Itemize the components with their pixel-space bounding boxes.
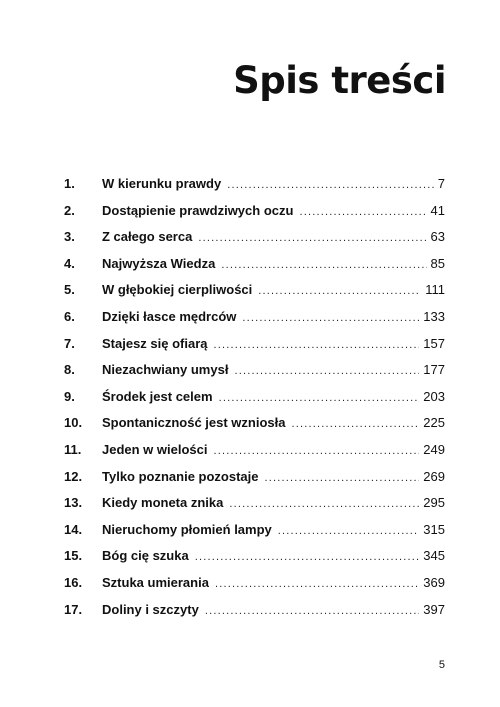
entry-page: 41 bbox=[430, 202, 445, 218]
toc-entry[interactable] bbox=[64, 388, 445, 415]
dot-leader bbox=[227, 176, 434, 194]
entry-number: 7. bbox=[64, 335, 75, 351]
entry-number: 9. bbox=[64, 388, 75, 404]
entry-page: 295 bbox=[423, 495, 445, 511]
entry-title: W kierunku prawdy bbox=[102, 176, 222, 191]
toc-entry[interactable] bbox=[64, 361, 445, 388]
dot-leader bbox=[198, 229, 426, 247]
entry-title: Niezachwiany umysł bbox=[102, 362, 229, 378]
dot-leader bbox=[219, 389, 420, 407]
entry-title: Doliny i szczyty bbox=[102, 601, 199, 617]
entry-title: Jeden w wielości bbox=[102, 441, 208, 457]
toc-entry[interactable] bbox=[64, 255, 445, 282]
entry-title: Sztuka umierania bbox=[102, 574, 209, 590]
entry-title: Kiedy moneta znika bbox=[102, 495, 224, 511]
dot-leader bbox=[214, 442, 420, 460]
dot-leader bbox=[291, 415, 419, 433]
entry-number: 4. bbox=[64, 255, 75, 271]
entry-page: 85 bbox=[430, 255, 445, 271]
toc-entry[interactable] bbox=[64, 441, 445, 468]
entry-title: Spontaniczność jest wzniosła bbox=[102, 415, 286, 431]
entry-page: 7 bbox=[437, 176, 445, 191]
dot-leader bbox=[229, 495, 419, 513]
dot-leader bbox=[195, 548, 420, 566]
dot-leader bbox=[299, 203, 426, 221]
entry-page: 177 bbox=[423, 362, 445, 378]
entry-number: 3. bbox=[64, 229, 75, 245]
entry-number: 8. bbox=[64, 362, 75, 378]
toc-entry[interactable] bbox=[64, 574, 445, 601]
toc-entry[interactable] bbox=[64, 335, 445, 362]
toc-entry[interactable] bbox=[64, 308, 445, 335]
dot-leader bbox=[242, 309, 419, 327]
entry-title: Środek jest celem bbox=[102, 388, 213, 404]
entry-title: Tylko poznanie pozostaje bbox=[102, 468, 259, 484]
entry-title: Stajesz się ofiarą bbox=[102, 335, 208, 351]
entry-number: 2. bbox=[64, 202, 75, 218]
entry-page: 345 bbox=[423, 548, 445, 564]
toc-entry[interactable] bbox=[64, 202, 445, 229]
entry-number: 10. bbox=[64, 415, 83, 431]
toc-entry[interactable] bbox=[64, 521, 445, 548]
entry-page: 369 bbox=[423, 574, 445, 590]
page-number: 5 bbox=[438, 659, 445, 671]
table-of-contents bbox=[64, 175, 445, 627]
entry-title: W głębokiej cierpliwości bbox=[102, 282, 253, 298]
dot-leader bbox=[234, 362, 419, 380]
entry-number: 17. bbox=[64, 601, 83, 617]
dot-leader bbox=[265, 469, 420, 487]
entry-page: 63 bbox=[430, 229, 445, 245]
toc-entry[interactable] bbox=[64, 547, 445, 574]
entry-page: 397 bbox=[423, 601, 445, 617]
toc-entry[interactable] bbox=[64, 468, 445, 495]
entry-title: Z całego serca bbox=[102, 229, 193, 245]
entry-page: 315 bbox=[423, 521, 445, 537]
entry-page: 133 bbox=[423, 308, 445, 324]
entry-number: 14. bbox=[64, 521, 83, 537]
dot-leader bbox=[221, 256, 426, 274]
dot-leader bbox=[215, 575, 419, 593]
toc-entry[interactable] bbox=[64, 175, 445, 202]
dot-leader bbox=[214, 336, 420, 354]
dot-leader bbox=[278, 522, 420, 540]
entry-page: 157 bbox=[423, 335, 445, 351]
page-title: Spis treści bbox=[233, 59, 446, 102]
entry-number: 15. bbox=[64, 548, 83, 564]
entry-number: 5. bbox=[64, 282, 75, 298]
toc-entry[interactable] bbox=[64, 494, 445, 521]
entry-title: Dzięki łasce mędrców bbox=[102, 308, 237, 324]
entry-page: 111 bbox=[425, 282, 445, 298]
entry-page: 225 bbox=[423, 415, 445, 431]
entry-title: Bóg cię szuka bbox=[102, 548, 189, 564]
toc-entry[interactable] bbox=[64, 601, 445, 628]
entry-number: 6. bbox=[64, 308, 75, 324]
toc-entry[interactable] bbox=[64, 414, 445, 441]
entry-number: 13. bbox=[64, 495, 83, 511]
entry-title: Najwyższa Wiedza bbox=[102, 255, 216, 271]
toc-entry[interactable] bbox=[64, 228, 445, 255]
entry-page: 203 bbox=[423, 388, 445, 404]
entry-page: 249 bbox=[423, 441, 445, 457]
entry-number: 16. bbox=[64, 574, 83, 590]
entry-number: 12. bbox=[64, 468, 83, 484]
dot-leader bbox=[205, 602, 419, 620]
entry-number: 1. bbox=[64, 176, 75, 191]
dot-leader bbox=[258, 282, 421, 300]
entry-title: Dostąpienie prawdziwych oczu bbox=[102, 202, 294, 218]
entry-page: 269 bbox=[423, 468, 445, 484]
entry-title: Nieruchomy płomień lampy bbox=[102, 521, 272, 537]
entry-number: 11. bbox=[64, 441, 82, 457]
toc-entry[interactable] bbox=[64, 281, 445, 308]
